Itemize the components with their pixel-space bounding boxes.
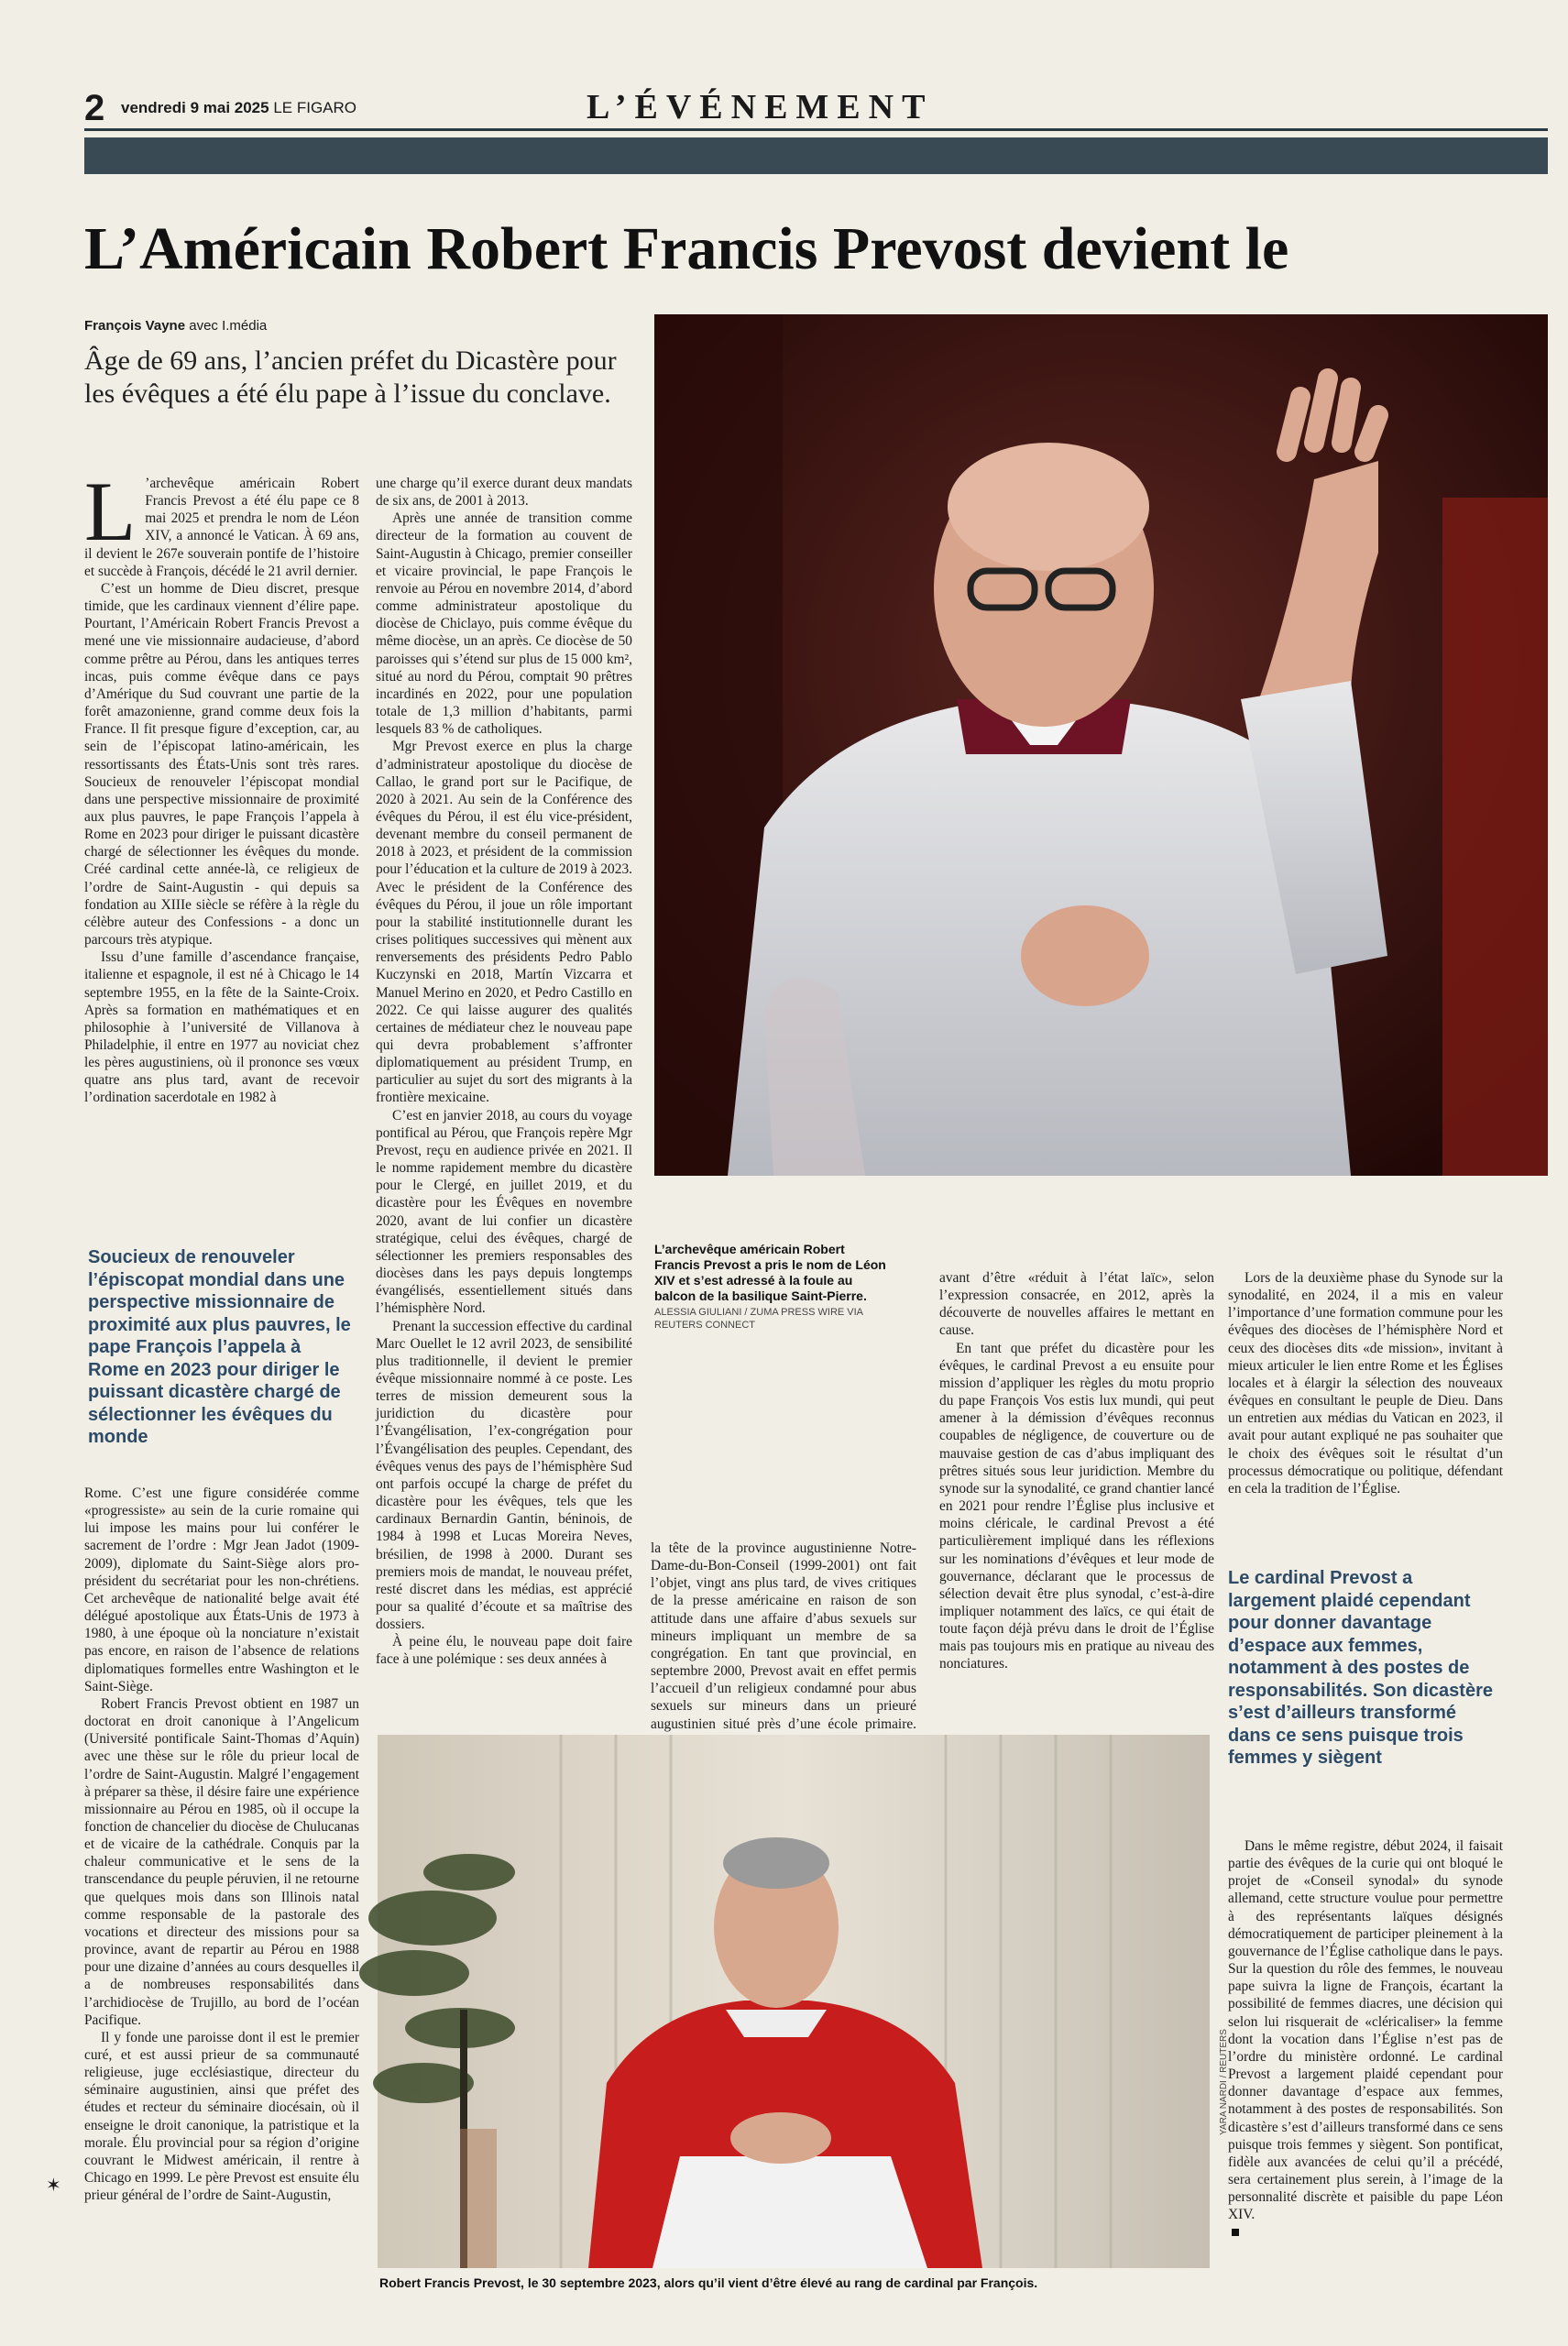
photo-pope-balcony [654,314,1548,1176]
cardinal-image [378,1735,1210,2268]
article-column-5b [1228,1837,1503,2277]
paragraph: Issu d’une famille d’ascendance française, italienne et espagnole, il est né à Chicago le 14 septembre 1955, en la fête de la Sainte-Croix. Après sa formation en mathématiques et en philosophie à l’université de Villanova à Philadelphie, il entre en 1977 au noviciat chez les pères augustiniens, où il prononce ses vœux quatre ans plus tard, avant de recevoir l’ordination sacerdotale en 1982 à [84,949,359,1106]
pull-quote-1: Soucieux de renouveler l’épiscopat mondial dans une perspective missionnaire de proximité aux plus pauvres, le pape François l’appela à Rome en 2023 pour diriger le puissant dicastère chargé de sélectionner les évêques du monde [88,1247,351,1447]
paragraph: avant d’être «réduit à l’état laïc», selon l’expression consacrée, en 2012, après la découverte de nouvelles affaires le mettant en cause. [939,1270,1214,1339]
photo-cardinal [378,1735,1210,2268]
article-headline: L’Américain Robert Francis Prevost devient le [84,215,1289,282]
drop-cap: L [84,465,137,558]
paragraph: Prenant la succession effective du cardinal Marc Ouellet le 12 avril 2023, de sensibilité plus traditionnelle, il devient le premier évêque missionnaire nommé à ce poste. Les terres de mission demeurent sous la juridiction du dicastère pour l’Évangélisation, l’ex-congrégation pour l’Évangélisation des peuples. Cependant, des évêques venus des pays de l’hémisphère Sud ont parfois occupé la charge de préfet du dicastère pour les évêques, tels que les cardinaux Bernardin Gantin, béninois, de 1984 à 1998 et Lucas Moreira Neves, brésilien, de 1998 à 2000. Durant ses premiers mois de mandat, le nouveau préfet, resté discret dans les médias, est apprécié pour sa qualité d’écoute et sa maîtrise des dossiers. [376,1318,632,1633]
byline [84,318,267,334]
pull-quote-2: Le cardinal Prevost a largement plaidé cependant pour donner davantage d’espace aux femmes, notamment à des postes de responsabilités. Son dicastère s’est d’ailleurs transformé dans ce sens puisque trois femmes y siègent [1228,1568,1493,1768]
dateline [121,99,356,117]
photo1-caption [654,1242,893,1332]
paragraph: En tant que préfet du dicastère pour les évêques, le cardinal Prevost a eu ensuite pour mission d’appliquer les règles du motu proprio du pape François Vos estis lux mundi, qui peut amener à la démission d’évêques reconnus coupables de négligence, de couverture ou de mauvaise gestion de cas d’abus impliquant des prêtres situés sous leur juridiction. Membre du synode sur la synodalité, ce grand chantier lancé en 2021 pour rendre l’Église plus inclusive et moins cléricale, le cardinal Prevost a été particulièrement impliqué dans les réflexions sur les nominations d’évêques et leur mode de gouvernance, déclarant que le processus de sélection devait être plus synodal, c’est-à-dire impliquer notamment des laïcs, ce qui était de toute façon déjà prévu dans le droit de l’Église mais pas toujours mis en pratique au niveau des nonciatures. [939,1340,1214,1672]
article-column-5 [1228,1269,1503,1562]
paragraph: Rome. C’est une figure considérée comme «progressiste» au sein de la curie romaine qui lui impose les mains pour lui conférer le sacrement de l’ordre : Mgr Jean Jadot (1909-2009), diplomate du Saint-Siège alors pro-président du secrétariat pour les non-chrétiens. Cet archevêque de nationalité belge avait été délégué apostolique aux États-Unis de 1973 à 1980, à une époque où la nonciature n’existait pas encore, en raison de l’absence de relations diplomatiques formelles entre Washington et le Saint-Siège. [84,1485,359,1694]
paragraph: C’est un homme de Dieu discret, presque timide, que les cardinaux viennent d’élire pape. Pourtant, l’Américain Robert Francis Prevost a mené une vie missionnaire audacieuse, d’abord comme prêtre au Pérou, dans les antiques terres incas, puis comme évêque dans ce pays d’Amérique du Sud couvrant une partie de la forêt amazonienne, grand comme deux fois la France. Il fit presque figure d’exception, car, au sein de l’épiscopat latino-américain, les ressortissants des États-Unis sont très rares. Soucieux de renouveler l’épiscopat mondial dans une perspective missionnaire de proximité aux plus pauvres, le pape François l’appela à Rome en 2023 pour diriger le puissant dicastère chargé de sélectionner les évêques du monde. Créé cardinal cette année-là, ce religieux de l’ordre de Saint-Augustin - qui depuis sa fondation au XIIIe siècle se réfère à la règle du célèbre auteur des Confessions - a donc un parcours très atypique. [84,580,359,948]
paragraph: ’archevêque américain Robert Francis Prevost a été élu pape ce 8 mai 2025 et prendra le nom de Léon XIV, a annoncé le Vatican. À 69 ans, il devient le 267e souverain pontife de l’histoire et succède à François, décédé le 21 avril dernier. [84,476,359,579]
photo2-credit: YARA NARDI / REUTERS [1219,2029,1229,2135]
section-title: L’ÉVÉNEMENT [587,88,934,126]
pope-balcony-image [654,314,1548,1176]
paragraph: C’est en janvier 2018, au cours du voyage pontifical au Pérou, que François repère Mgr Prevost, reçu en audience privée en 2021. Il le nomme rapidement membre du dicastère pour le Clergé, en juillet 2019, et du dicastère pour les Évêques en novembre 2020, avant de lui confier un dicastère stratégique, celui des évêques, chargé de sélectionner les premiers responsables des diocèses dans les pays depuis longtemps évangélisés, essentiellement situés dans l’hémisphère Nord. [376,1107,632,1317]
paragraph: Mgr Prevost exerce en plus la charge d’administrateur apostolique du diocèse de Callao, le grand port sur le Pacifique, de 2020 à 2021. Au sein de la Conférence des évêques du Pérou, il est élu vice-président, devenant membre du conseil permanent de 2018 à 2023, et président de la commission pour l’éducation et la culture de 2019 à 2023. Avec le président de la Conférence des évêques du Pérou, il joue un rôle important pour la stabilité institutionnelle durant les crises politiques successives qui mènent aux renversements des présidents Pedro Pablo Kuczynski en 2018, Martín Vizcarra et Manuel Merino en 2020, et Pedro Castillo en 2022. Ce qui laisse augurer des qualités certaines de médiateur chez le nouveau pape qui devra probablement s’affronter diplomatiquement au président Trump, en particulier au sujet du sort des migrants à la frontière mexicaine. [376,739,632,1106]
end-mark [1232,2229,1239,2236]
photo1-credit: ALESSIA GIULIANI / ZUMA PRESS WIRE VIA REUTERS CONNECT [654,1307,863,1331]
header-band [84,137,1548,174]
article-deck: Âge de 69 ans, l’ancien préfet du Dicastère pour les évêques a été élu pape à l’issue du conclave. [84,345,617,409]
paragraph: Dans le même registre, début 2024, il faisait partie des évêques de la curie qui ont bloqué le projet de «Conseil synodal» du synode allemand, cette structure voulue pour permettre à des représentants laïques désignés démocratiquement de participer pleinement à la gouvernance de l’Église catholique dans le pays. Sur la question du rôle des femmes, le nouveau pape suivra la ligne de François, écartant la possibilité de femmes diacres, une décision qui selon lui risquerait de «cléricaliser» la femme dont la vocation dans l’Église n’est pas de l’ordre du ministère ordonné. Le cardinal Prevost a largement plaidé cependant pour donner davantage d’espace aux femmes, notamment à des postes de responsabilités. Son dicastère s’est d’ailleurs transformé dans ce sens puisque trois femmes y siègent. Son pontificat, fidèle aux avancées de celui qu’il a précédé, sera certainement plus serein, à l’image de la personnalité discrète et paisible du pape Léon XIV. [1228,1838,1503,2223]
issue-date: vendredi 9 mai 2025 [121,99,269,116]
article-column-2 [376,475,632,1721]
paper-name: LE FIGARO [273,99,357,116]
article-column-1 [84,465,359,1263]
paragraph: Après une année de transition comme directeur de la formation au couvent de Saint-Augustin à Chicago, premier conseiller et vicaire provincial, le pape François le renvoie au Pérou en novembre 2014, d’abord comme administrateur apostolique du diocèse de Chiclayo, puis comme évêque du même diocèse, un an après. Ce diocèse de 50 paroisses qui s’étend sur plus de 15 000 km², situé au nord du Pérou, comptait 90 prêtres incardinés en 2022, pour une population totale de 1,3 million d’habitants, parmi lesquels 83 % de catholiques. [376,510,632,738]
photo2-caption: Robert Francis Prevost, le 30 septembre 2023, alors qu’il vient d’être élevé au rang de cardinal par François. [379,2275,1038,2290]
paragraph: la tête de la province augustinienne Notre-Dame-du-Bon-Conseil (1999-2001) ont fait l’objet, vingt ans plus tard, de vives critiques de la presse américaine en raison de son attitude dans une affaire d’abus sexuels sur mineurs impliquant un membre de sa congrégation. En tant que provincial, en septembre 2000, Prevost avait en effet permis l’accueil d’un religieux condamné pour abus sexuels sur mineurs dans un prieuré augustinien situé près d’une école primaire. [651,1540,916,1732]
article-column-1b [84,1485,359,2291]
paragraph: Il y fonde une paroisse dont il est le premier curé, et est aussi prieur de sa communauté religieuse, juge ecclésiastique, directeur du séminaire augustinien, ainsi que préfet des études et recteur du séminaire diocésain, où il enseigne le droit canonique, la patristique et la morale. Élu provincial pour sa région d’origine couvrant le Midwest américain, il rentre à Chicago en 1999. Le père Prevost est ensuite élu prieur général de l’ordre de Saint-Augustin, [84,2029,359,2204]
article-column-4 [939,1269,1214,1723]
byline-agency: avec I.média [189,318,268,334]
page-number: 2 [84,88,105,128]
paragraph: une charge qu’il exerce durant deux mandats de six ans, de 2001 à 2013. [376,476,632,510]
byline-author: François Vayne [84,318,186,334]
photo1-caption-text: L’archevêque américain Robert Francis Prevost a pris le nom de Léon XIV et s’est adressé à la foule au balcon de la basilique Saint-Pierre. [654,1242,886,1303]
paragraph: Lors de la deuxième phase du Synode sur la synodalité, en 2024, il a mis en valeur l’importance d’une formation commune pour les évêques des diocèses de l’hémisphère Nord et ceux des diocèses dits «de mission», invitant à mieux articuler le lien entre Rome et les Églises locales et à élargir la sélection des nouveaux évêques en consultant le peuple de Dieu. Dans un entretien aux médias du Vatican en 2023, il avait pour autant expliqué ne pas souhaiter que le choix des évêques soit le résultat d’un processus démocratique ou politique, défendant en cela la tradition de l’Église. [1228,1270,1503,1496]
header-rule [84,128,1548,131]
paragraph: Robert Francis Prevost obtient en 1987 un doctorat en droit canonique à l’Angelicum (Université pontificale Saint-Thomas d’Aquin) avec une thèse sur le rôle du prieur local de l’ordre de Saint-Augustin. Malgré l’engagement à préparer sa thèse, il désire faire une expérience missionnaire au Pérou en 1985, où il occupe la fonction de chancelier du diocèse de Chulucanas et de vicaire de la cathédrale. Conquis par la chaleur communicative et le sens de la transcendance du peuple péruvien, il ne retourne que quelques mois dans son Illinois natal comme responsable de la pastorale des vocations et directeur des missions pour sa province, avant de repartir au Pérou en 1988 pour une dizaine d’années au cours desquelles il a de nombreuses responsabilités dans l’archidiocèse de Trujillo, au bord de l’océan Pacifique. [84,1695,359,2028]
paragraph: À peine élu, le nouveau pape doit faire face à une polémique : ses deux années à [376,1634,632,1668]
article-column-3 [651,1540,916,1732]
star-icon: ✶ [46,2176,61,2196]
